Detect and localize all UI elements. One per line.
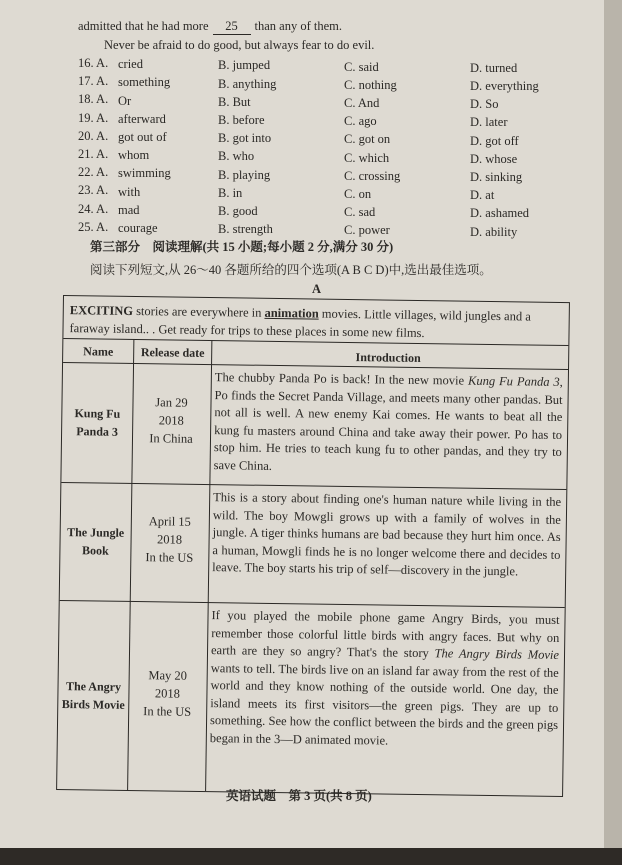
option-q25-b: B. strength — [218, 222, 273, 237]
option-q21-b: B. who — [218, 149, 255, 164]
option-q17-num: 17. A. — [78, 74, 109, 89]
option-q24-num: 24. A. — [78, 201, 109, 216]
option-q19-b: B. before — [218, 113, 265, 127]
option-q21-a: whom — [118, 148, 150, 163]
movie-name: Kung Fu Panda 3 — [74, 406, 121, 439]
release-date-line: In China — [149, 431, 193, 446]
option-q19-d: D. later — [470, 115, 508, 130]
divider — [60, 600, 565, 608]
option-q25-d: D. ability — [470, 224, 518, 239]
intro-text: If you played the mobile phone game Angry Birds, you must remember those colorful little birds with angry faces. But why on earth are they so angry? That's the story — [210, 608, 560, 661]
divider — [61, 482, 566, 490]
option-q22-num: 22. A. — [78, 165, 109, 180]
blank-25: 25 — [213, 19, 251, 35]
option-q19-c: C. ago — [344, 114, 377, 129]
option-q16-num: 16. A. — [78, 56, 109, 70]
option-q16-c: C. said — [344, 59, 379, 74]
option-q24-a: mad — [118, 202, 140, 217]
option-q23-a: with — [118, 184, 141, 199]
option-q24-b: B. good — [218, 204, 258, 218]
release-date-line: In the US — [143, 704, 192, 719]
header-introduction: Introduction — [355, 350, 421, 365]
release-date — [129, 666, 206, 721]
option-q20-c: C. got on — [344, 132, 391, 147]
section-heading: 第三部分 阅读理解(共 15 小题;每小题 2 分,满分 30 分) — [90, 240, 394, 254]
option-q22-c: C. crossing — [344, 168, 401, 183]
movie-name: The Angry Birds Movie — [61, 679, 125, 712]
option-q20-num: 20. A. — [78, 128, 109, 143]
option-q24-c: C. sad — [344, 205, 376, 220]
release-date-line: In the US — [145, 550, 194, 565]
intro-movie-title: The Angry Birds Movie — [434, 646, 560, 662]
release-date-line: April 15 — [148, 514, 191, 529]
option-q18-b: B. But — [218, 94, 251, 109]
desk-shadow — [0, 848, 622, 865]
header-name: Name — [83, 344, 114, 359]
option-q22-a: swimming — [118, 166, 171, 181]
cloze-moral-line: Never be afraid to do good, but always fear to do evil. — [104, 38, 375, 52]
option-q25-a: courage — [118, 221, 158, 235]
option-q21-num: 21. A. — [78, 147, 109, 161]
release-date — [133, 393, 210, 448]
page-edge — [604, 0, 622, 865]
option-q18-num: 18. A. — [78, 92, 109, 107]
option-q20-b: B. got into — [218, 131, 272, 146]
option-q23-c: C. on — [344, 187, 372, 201]
release-date-line: 2018 — [158, 413, 184, 428]
option-q20-a: got out of — [118, 130, 167, 144]
intro-text: The chubby Panda Po is back! In the new movie — [214, 370, 469, 388]
option-q17-d: D. everything — [470, 79, 539, 93]
movie-table — [56, 295, 570, 797]
release-date-line: 2018 — [156, 532, 183, 547]
option-q21-d: D. whose — [470, 151, 518, 166]
movie-introduction — [210, 607, 560, 752]
option-q19-a: afterward — [118, 111, 166, 126]
option-q24-d: D. ashamed — [470, 206, 530, 221]
option-q16-b: B. jumped — [218, 58, 271, 73]
option-q17-c: C. nothing — [344, 77, 397, 92]
option-q23-b: B. in — [218, 185, 243, 200]
option-q25-num: 25. A. — [78, 219, 109, 234]
option-q23-num: 23. A. — [78, 183, 109, 198]
page-footer: 英语试题 第 3 页(共 8 页) — [226, 789, 372, 803]
passage-letter: A — [312, 282, 322, 296]
section-instruction: 阅读下列短文,从 26～40 各题所给的四个选项(A B C D)中,选出最佳选项。 — [90, 263, 492, 277]
intro-text: This is a story about finding one's human nature while living in the wild. The boy Mowgli grows up with a family of wolves in the jungle. A tiger thinks humans are bad because they hurt him once. As a human, Mowgli finds he is no longer welcome there and decides to leave. The boy starts his trip of self—discovery in the jungle. — [212, 490, 562, 579]
option-q18-d: D. So — [470, 97, 499, 112]
option-q25-c: C. power — [344, 223, 390, 238]
option-q16-d: D. turned — [470, 60, 518, 75]
intro-movie-title: Kung Fu Panda 3 — [467, 373, 560, 389]
option-q21-c: C. which — [344, 150, 390, 165]
option-q17-a: something — [118, 75, 171, 90]
option-q17-b: B. anything — [218, 76, 277, 91]
option-q16-a: cried — [118, 57, 143, 72]
release-date-line: May 20 — [148, 668, 188, 683]
option-q20-d: D. got off — [470, 133, 519, 148]
option-q18-a: Or — [118, 93, 132, 108]
option-q22-d: D. sinking — [470, 170, 523, 184]
intro-text: wants to tell. The birds live on an island far away from the rest of the world and they know nothing of the outside world. One day, the island meets its first visitors—the green pigs. They are up to something. See how the conflict between the birds and the green pigs began in the 3—D animated movie. — [209, 660, 559, 748]
intro-text: , Po finds the Secret Panda Village, and meets many other pandas. But not all is well. A new enemy Kai comes. He wants to beat all the kung fu masters around China and take away their power. Po has to stop him. He tries to teach kung fu to other pandas, and they try to save China. — [213, 374, 563, 473]
movie-introduction — [214, 369, 563, 479]
movie-introduction — [212, 489, 561, 581]
option-q18-c: C. And — [344, 96, 380, 110]
table-intro: EXCITING stories are everywhere in animation movies. Little villages, wild jungles and a faraway island.. . Get ready for trips to these places in some new films. — [69, 303, 531, 341]
movie-name: The Jungle Book — [67, 525, 125, 558]
option-q22-b: B. playing — [218, 167, 271, 182]
header-release-date: Release date — [140, 345, 205, 360]
cloze-last-line: admitted that he had more 25 than any of them. — [78, 19, 342, 33]
release-date-line: 2018 — [154, 686, 181, 701]
release-date-line: Jan 29 — [155, 395, 188, 410]
option-q19-num: 19. A. — [78, 110, 109, 125]
release-date — [131, 512, 208, 567]
option-q23-d: D. at — [470, 188, 495, 203]
